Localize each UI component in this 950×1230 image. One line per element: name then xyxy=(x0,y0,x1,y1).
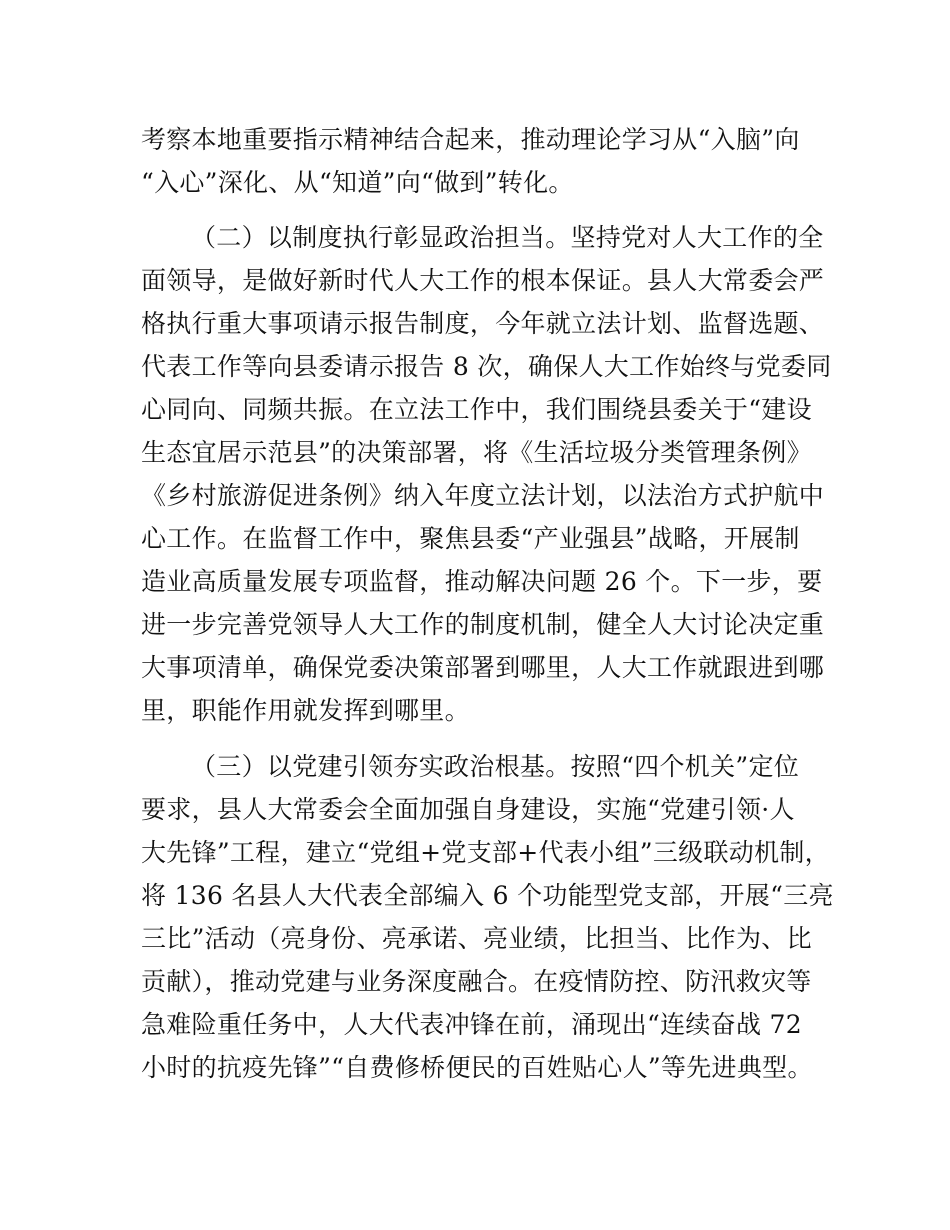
text-line: 大先锋”工程，建立“党组+党支部+代表小组”三级联动机制， xyxy=(141,838,830,867)
text-line: 考察本地重要指示精神结合起来，推动理论学习从“入脑”向 xyxy=(141,125,800,154)
text-line: 进一步完善党领导人大工作的制度机制，健全人大讨论决定重 xyxy=(141,610,825,639)
text-line: 格执行重大事项请示报告制度，今年就立法计划、监督选题、 xyxy=(141,309,825,338)
text-line: 小时的抗疫先锋”“自费修桥便民的百姓贴心人”等先进典型。 xyxy=(141,1053,813,1082)
text-line: 要求，县人大常委会全面加强自身建设，实施“党建引领·人 xyxy=(141,795,795,824)
text-line: 心工作。在监督工作中，聚焦县委“产业强县”战略，开展制 xyxy=(141,524,800,553)
text-line: 将 136 名县人大代表全部编入 6 个功能型党支部，开展“三亮 xyxy=(141,881,834,910)
text-line: 《乡村旅游促进条例》纳入年度立法计划，以法治方式护航中 xyxy=(141,481,825,510)
text-line: 三比”活动（亮身份、亮承诺、亮业绩，比担当、比作为、比 xyxy=(141,924,812,953)
text-line: 大事项清单，确保党委决策部署到哪里，人大工作就跟进到哪 xyxy=(141,653,825,682)
text-line: 生态宜居示范县”的决策部署，将《生活垃圾分类管理条例》 xyxy=(141,438,812,467)
text-line: 代表工作等向县委请示报告 8 次，确保人大工作始终与党委同 xyxy=(141,352,832,381)
text-line: 里，职能作用就发挥到哪里。 xyxy=(141,696,470,725)
text-line: （三）以党建引领夯实政治根基。按照“四个机关”定位 xyxy=(191,752,800,781)
text-line: 面领导，是做好新时代人大工作的根本保证。县人大常委会严 xyxy=(141,266,825,295)
text-line: “入心”深化、从“知道”向“做到”转化。 xyxy=(141,168,574,197)
text-line: 造业高质量发展专项监督，推动解决问题 26 个。下一步，要 xyxy=(141,567,823,596)
text-line: 贡献），推动党建与业务深度融合。在疫情防控、防汛救灾等 xyxy=(141,967,812,996)
text-line: 急难险重任务中，人大代表冲锋在前，涌现出“连续奋战 72 xyxy=(141,1010,802,1039)
text-line: （二）以制度执行彰显政治担当。坚持党对人大工作的全 xyxy=(191,223,824,252)
text-line: 心同向、同频共振。在立法工作中，我们围绕县委关于“建设 xyxy=(141,395,812,424)
